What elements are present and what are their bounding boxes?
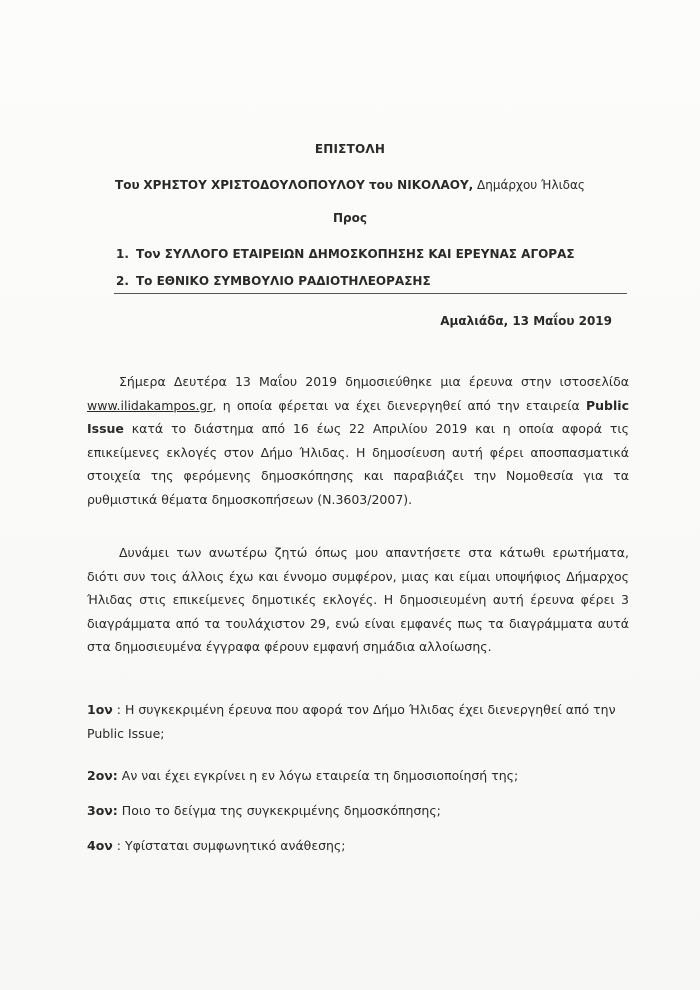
- question-separator: :: [112, 702, 125, 717]
- question-text: Αν ναι έχει εγκρίνει η εν λόγω εταιρεία τη δημοσιοποίησή της;: [121, 768, 519, 783]
- company-name: Public Issue: [87, 397, 629, 436]
- question-label: 4ον: [87, 838, 113, 853]
- paragraph-intro: [87, 370, 629, 511]
- header-divider: [114, 293, 627, 294]
- website-link[interactable]: www.ilidakampos.gr: [87, 397, 213, 413]
- question-text: Υφίσταται συμφωνητικό ανάθεσης;: [124, 838, 346, 853]
- recipient-text: Τον ΣΥΛΛΟΓΟ ΕΤΑΙΡΕΙΩΝ ΔΗΜΟΣΚΟΠΗΣΗΣ ΚΑΙ ΕΡΕΥΝΑΣ ΑΓΟΡΑΣ: [136, 247, 575, 261]
- recipient-number: 2.: [116, 274, 129, 288]
- recipient-item: [116, 241, 575, 268]
- question-3: [87, 799, 629, 823]
- question-label: 2ον:: [87, 768, 118, 783]
- question-separator: :: [112, 838, 125, 853]
- letter-date: Αμαλιάδα, 13 Μαΐου 2019: [440, 314, 612, 328]
- sender-line: [0, 178, 700, 192]
- sender-role: Δημάρχου Ήλιδας: [477, 178, 585, 192]
- question-text: Ποιο το δείγμα της συγκεκριμένης δημοσκόπησης;: [121, 803, 441, 818]
- question-text: Η συγκεκριμένη έρευνα που αφορά τον Δήμο Ήλιδας έχει διενεργηθεί από την Public Issue;: [87, 702, 616, 741]
- recipient-number: 1.: [116, 247, 129, 261]
- paragraph-request: Δυνάμει των ανωτέρω ζητώ όπως μου απαντήσετε στα κάτωθι ερωτήματα, διότι συν τοις άλλοις έχω και έννομο συμφέρον, μιας και είμαι υποψήφιος Δήμαρχος Ήλιδας στις επικείμενες δημοτικές εκλογές. Η δημοσιευμένη αυτή έρευνα φέρει 3 διαγράμματα από τα τουλάχιστον 29, ενώ είναι εμφανές πως τα διαγράμματα αυτά στα δημοσιευμένα έγγραφα φέρουν εμφανή σημάδια αλλοίωσης.: [87, 545, 629, 654]
- intro-text-c: κατά το διάστημα από 16 έως 22 Απριλίου 2019 και η οποία αφορά τις επικείμενες εκλογές στον Δήμο Ήλιδας. Η δημοσίευση αυτή φέρει αποσπασματικά στοιχεία της φερόμενης δημοσκόπησης και παραβιάζει την Νομοθεσία για τα ρυθμιστικά θέματα δημοσκοπήσεων (Ν.3603/2007).: [87, 421, 629, 507]
- sender-name: ΧΡΗΣΤΟΥ ΧΡΙΣΤΟΔΟΥΛΟΠΟΥΛΟΥ του ΝΙΚΟΛΑΟΥ,: [143, 178, 474, 192]
- letter-title: ΕΠΙΣΤΟΛΗ: [314, 142, 386, 156]
- sender-prefix: Του: [115, 178, 140, 192]
- intro-text-b: , η οποία φέρεται να έχει διενεργηθεί από την εταιρεία: [212, 397, 586, 413]
- intro-text-a: Σήμερα Δευτέρα 13 Μαΐου 2019 δημοσιεύθηκε μια έρευνα στην ιστοσελίδα: [119, 374, 629, 389]
- to-label: Προς: [333, 211, 367, 225]
- question-1: [87, 698, 629, 746]
- question-label: 3ον:: [87, 803, 118, 818]
- recipient-item: [116, 268, 575, 295]
- question-4: [87, 834, 629, 858]
- question-2: [87, 764, 629, 788]
- recipient-text: Το ΕΘΝΙΚΟ ΣΥΜΒΟΥΛΙΟ ΡΑΔΙΟΤΗΛΕΟΡΑΣΗΣ: [136, 274, 431, 288]
- recipients-list: [116, 241, 575, 295]
- question-label: 1ον: [87, 702, 113, 717]
